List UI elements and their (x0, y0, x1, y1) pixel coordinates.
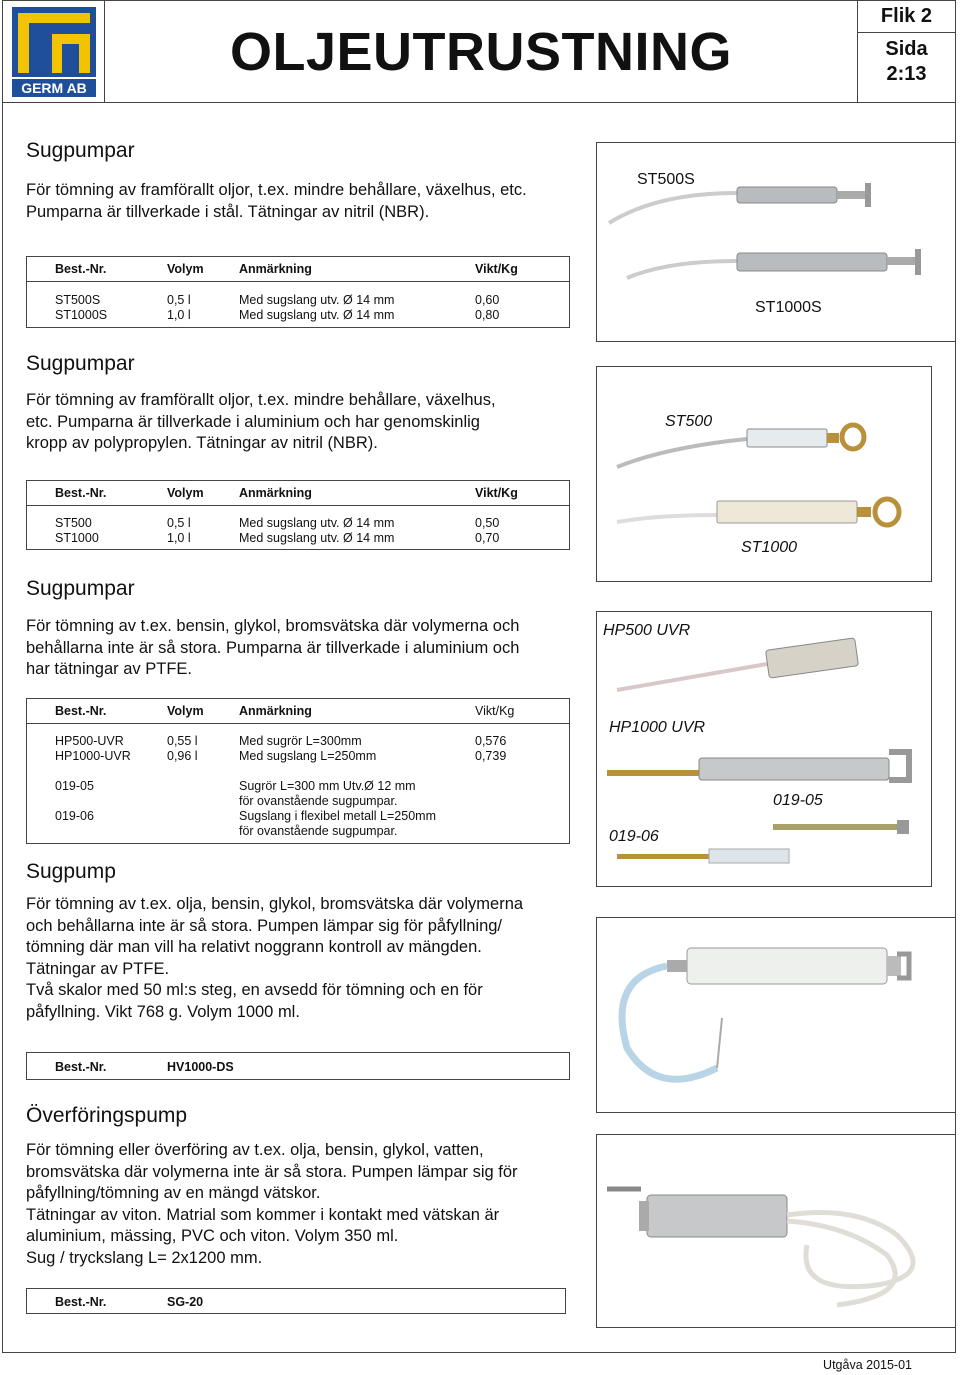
table-cell: 1,0 l (167, 531, 191, 545)
product-table (26, 698, 570, 844)
image-label: ST1000S (755, 299, 822, 316)
table-cell: Med sugslang utv. Ø 14 mm (239, 516, 395, 530)
table-cell: 0,70 (475, 531, 500, 545)
table-cell: 1,0 l (167, 308, 191, 322)
col-header: Best.-Nr. (55, 262, 107, 276)
table-cell: 0,5 l (167, 516, 191, 530)
section-title: Sugpumpar (26, 352, 135, 375)
col-header: Best.-Nr. (55, 1060, 107, 1074)
table-cell: Med sugslang utv. Ø 14 mm (239, 531, 395, 545)
table-cell: 0,739 (475, 749, 507, 763)
section-text: För tömning av framförallt oljor, t.ex. mindre behållare, växelhus, etc. Pumparna är tillverkade i aluminium och har genomskinlig kropp av polypropylen. Tätningar av nitril (NBR). (26, 391, 496, 452)
image-label: 019-06 (609, 828, 659, 845)
table-cell: 019-06 (55, 809, 94, 823)
image-label: HP500 UVR (603, 622, 691, 639)
table-cell: Med sugslang L=250mm (239, 749, 377, 763)
table-cell: HV1000-DS (167, 1060, 234, 1074)
table-cell: 0,60 (475, 293, 500, 307)
table-cell: 019-05 (55, 779, 94, 793)
col-header: Anmärkning (239, 262, 312, 276)
col-header: Vikt/Kg (475, 704, 515, 718)
product-image-st500-st1000 (596, 366, 932, 582)
logo-text: GERM AB (21, 80, 87, 96)
table-cell: ST1000S (55, 308, 108, 322)
section-title: Överföringspump (26, 1104, 188, 1127)
table-cell: ST1000 (55, 531, 99, 545)
section-title: Sugpumpar (26, 577, 135, 600)
page-title: OLJEUTRUSTNING (229, 22, 733, 82)
table-cell: 0,55 l (167, 734, 198, 748)
section-text: För tömning av t.ex. bensin, glykol, bromsvätska där volymerna och behållarna inte är så stora. Pumparna är tillverkade i aluminium och har tätningar av PTFE. (26, 617, 520, 678)
table-cell: för ovanstående sugpumpar. (239, 824, 398, 838)
section-text: För tömning av framförallt oljor, t.ex. mindre behållare, växelhus, etc. Pumparna är tillverkade i stål. Tätningar av nitril (NBR). (26, 181, 527, 221)
product-table (26, 1052, 570, 1080)
image-label: ST1000 (741, 539, 798, 556)
image-label: ST500S (637, 171, 695, 188)
sida-label: Sida (885, 38, 928, 60)
table-cell: SG-20 (167, 1295, 204, 1309)
product-image-st500s-st1000s (596, 142, 956, 342)
col-header: Best.-Nr. (55, 704, 107, 718)
divider (27, 505, 569, 506)
table-cell: Med sugrör L=300mm (239, 734, 362, 748)
col-header: Volym (167, 262, 204, 276)
col-header: Vikt/Kg (475, 262, 518, 276)
image-label: HP1000 UVR (609, 719, 706, 736)
table-cell: ST500S (55, 293, 101, 307)
pump-illustration (597, 1135, 955, 1327)
edition-footer: Utgåva 2015-01 (823, 1358, 912, 1372)
product-image-sg-20 (596, 1134, 956, 1328)
table-cell: HP500-UVR (55, 734, 124, 748)
image-label: 019-05 (773, 792, 823, 809)
table-cell: Med sugslang utv. Ø 14 mm (239, 293, 395, 307)
logo-cell (3, 1, 105, 102)
col-header: Anmärkning (239, 704, 312, 718)
pump-illustration (597, 918, 955, 1112)
section-title: Sugpump (26, 860, 116, 883)
col-header: Volym (167, 704, 204, 718)
table-cell: ST500 (55, 516, 92, 530)
table-cell: för ovanstående sugpumpar. (239, 794, 398, 808)
section-text: För tömning eller överföring av t.ex. olja, bensin, glykol, vatten, bromsvätska där volymerna inte är så stora. Pumpen lämpar sig för påfyllning/tömning av en mängd vätskor. Tätningar av viton. Matrial som kommer i kontakt med vätskan är aluminium, mässing, PVC och viton. Volym 350 ml. Sug / tryckslang L= 2x1200 mm. (26, 1141, 518, 1267)
section-title: Sugpumpar (26, 139, 135, 162)
sida-block (858, 37, 955, 87)
col-header: Volym (167, 486, 204, 500)
sida-value: 2:13 (886, 63, 927, 85)
section-text: För tömning av t.ex. olja, bensin, glykol, bromsvätska där volymerna och behållarna inte är så stora. Pumpen lämpar sig för påfyllning/ tömning där man vill ha relativt noggrann kontroll av mängden. Tätningar av PTFE. Två skalor med 50 ml:s steg, en avsedd för tömning och en för påfyllning. Vikt 768 g. Volym 1000 ml. (26, 895, 524, 1021)
table-cell: 0,50 (475, 516, 500, 530)
product-table (26, 480, 570, 550)
table-cell: 0,5 l (167, 293, 191, 307)
table-cell: 0,96 l (167, 749, 198, 763)
divider (27, 723, 569, 724)
table-cell: Sugslang i flexibel metall L=250mm (239, 809, 436, 823)
image-label: ST500 (665, 413, 713, 430)
table-cell: 0,576 (475, 734, 507, 748)
table-cell: 0,80 (475, 308, 500, 322)
col-header: Best.-Nr. (55, 486, 107, 500)
product-image-hp-uvr (596, 611, 932, 887)
product-image-hv1000-ds (596, 917, 956, 1113)
title-cell (105, 1, 858, 102)
divider (27, 281, 569, 282)
col-header: Vikt/Kg (475, 486, 518, 500)
col-header: Anmärkning (239, 486, 312, 500)
flik-label: Flik 2 (858, 1, 955, 33)
page-header (2, 0, 956, 103)
product-table (26, 256, 570, 328)
table-cell: Med sugslang utv. Ø 14 mm (239, 308, 395, 322)
table-cell: HP1000-UVR (55, 749, 131, 763)
product-table (26, 1288, 566, 1314)
table-cell: Sugrör L=300 mm Utv.Ø 12 mm (239, 779, 416, 793)
col-header: Best.-Nr. (55, 1295, 107, 1309)
